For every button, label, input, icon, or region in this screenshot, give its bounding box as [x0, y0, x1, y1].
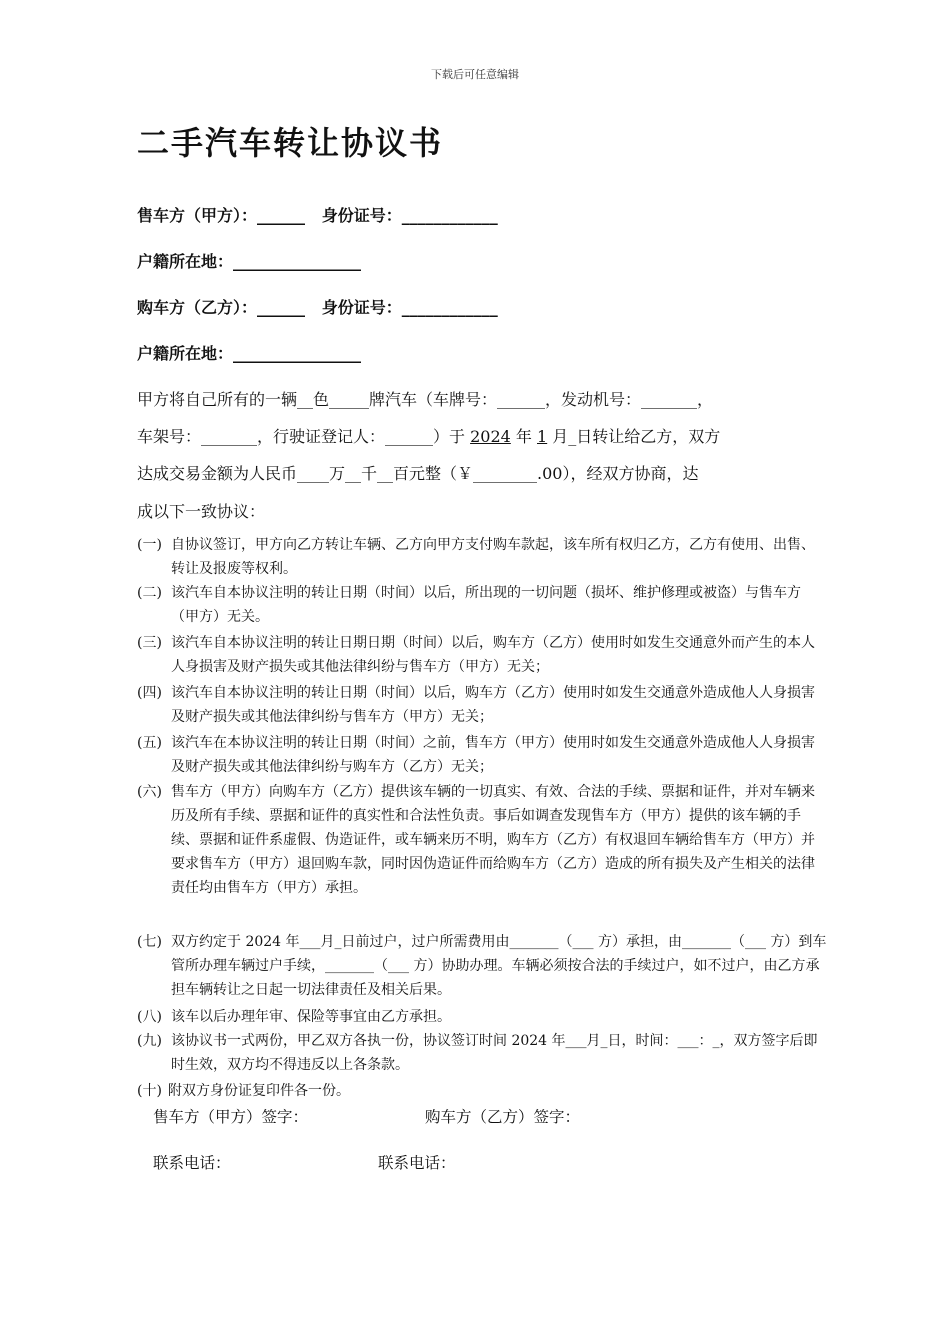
- clause-text: 附双方身份证复印件各一份。: [168, 1083, 350, 1099]
- clause-text: 该汽车自本协议注明的转让日期日期（时间）以后，购车方（乙方）使用时如发生交通意外而产生的本人人身损害及财产损失或其他法律纠纷与售车方（甲方）无关；: [171, 635, 815, 675]
- clause-4: [137, 681, 827, 729]
- transfer-month: 1: [537, 427, 548, 446]
- buyer-phone-label: 联系电话：: [378, 1154, 456, 1172]
- intro-line-2: [137, 424, 720, 447]
- clause-10: [137, 1079, 827, 1103]
- clause-text: 该汽车自本协议注明的转让日期（时间）以后，购车方（乙方）使用时如发生交通意外造成他人人身损害及财产损失或其他法律纠纷与售车方（甲方）无关；: [171, 685, 815, 725]
- clause-text: 该汽车在本协议注明的转让日期（时间）之前，售车方（甲方）使用时如发生交通意外造成他人人身损害及财产损失或其他法律纠纷与购车方（乙方）无关；: [171, 735, 815, 775]
- clause-7: [137, 930, 827, 1002]
- clause-number: (五): [137, 735, 162, 751]
- seller-residence-field: 户籍所在地：________________: [137, 252, 362, 271]
- intro-line-4: 成以下一致协议：: [137, 502, 266, 521]
- clause-text: 该车以后办理年审、保险等事宜由乙方承担。: [171, 1009, 451, 1025]
- buyer-field: 购车方（乙方）：______ 身份证号：____________: [137, 298, 498, 317]
- clause-2: [137, 581, 827, 629]
- clause-6: [137, 780, 827, 900]
- intro-line-1: 甲方将自己所有的一辆__色_____牌汽车（车牌号：______，发动机号：_______，: [137, 390, 714, 409]
- clause-number: (三): [137, 635, 162, 651]
- clause-number: (四): [137, 685, 162, 701]
- seller-phone-label: 联系电话：: [153, 1154, 231, 1172]
- document-title: 二手汽车转让协议书: [137, 124, 444, 162]
- clause-number: (七): [137, 934, 162, 950]
- clause-1: [137, 533, 827, 581]
- clause-text: 该汽车自本协议注明的转让日期（时间）以后，所出现的一切问题（损坏、维护修理或被盗）与售车方（甲方）无关。: [171, 585, 801, 625]
- intro-line-2-b: 年: [510, 427, 537, 446]
- clause-number: (九): [137, 1033, 162, 1049]
- clause-text: 双方约定于 2024 年___月_日前过户，过户所需费用由_______（___ 方）承担，由_______（___ 方）到车管所办理车辆过户手续，_______（___ 方）协助办理。车辆必须按合法的手续过户，如不过户，由乙方承担车辆转让之日起一切法律责任及相关后果。: [171, 934, 827, 998]
- seller-signature-label: 售车方（甲方）签字：: [153, 1108, 309, 1126]
- intro-line-2-a: 车架号：_______，行驶证登记人：______）于: [137, 427, 471, 446]
- clause-5: [137, 731, 827, 779]
- buyer-signature-label: 购车方（乙方）签字：: [425, 1108, 581, 1126]
- clause-number: (一): [137, 537, 162, 553]
- clause-number: (八): [137, 1009, 162, 1025]
- header-note: 下载后可任意编辑: [431, 68, 519, 81]
- clause-3: [137, 631, 827, 679]
- clause-number: (二): [137, 585, 162, 601]
- buyer-residence-field: 户籍所在地：________________: [137, 344, 362, 363]
- clause-8: [137, 1005, 827, 1029]
- seller-field: 售车方（甲方）：______ 身份证号：____________: [137, 206, 498, 225]
- clause-text: 该协议书一式两份，甲乙双方各执一份，协议签订时间 2024 年___月_日，时间：___：_，双方签字后即时生效，双方均不得违反以上各条款。: [171, 1033, 818, 1073]
- clause-number: (六): [137, 784, 162, 800]
- intro-line-2-c: 月_日转让给乙方，双方: [547, 427, 721, 446]
- clause-text: 售车方（甲方）向购车方（乙方）提供该车辆的一切真实、有效、合法的手续、票据和证件，并对车辆来历及所有手续、票据和证件的真实性和合法性负责。事后如调查发现售车方（甲方）提供的该车辆的手续、票据和证件系虚假、伪造证件，或车辆来历不明，购车方（乙方）有权退回车辆给售车方（甲方）并要求售车方（甲方）退回购车款，同时因伪造证件而给购车方（乙方）造成的所有损失及产生相关的法律责任均由售车方（甲方）承担。: [171, 784, 815, 896]
- clause-number: (十): [137, 1083, 162, 1099]
- clause-9: [137, 1029, 827, 1077]
- clause-text: 自协议签订，甲方向乙方转让车辆、乙方向甲方支付购车款起，该车所有权归乙方，乙方有使用、出售、转让及报废等权利。: [171, 537, 815, 577]
- intro-line-3: 达成交易金额为人民币____万__千__百元整（￥________.00），经双方协商，达: [137, 464, 699, 483]
- transfer-year: 2024: [470, 427, 511, 446]
